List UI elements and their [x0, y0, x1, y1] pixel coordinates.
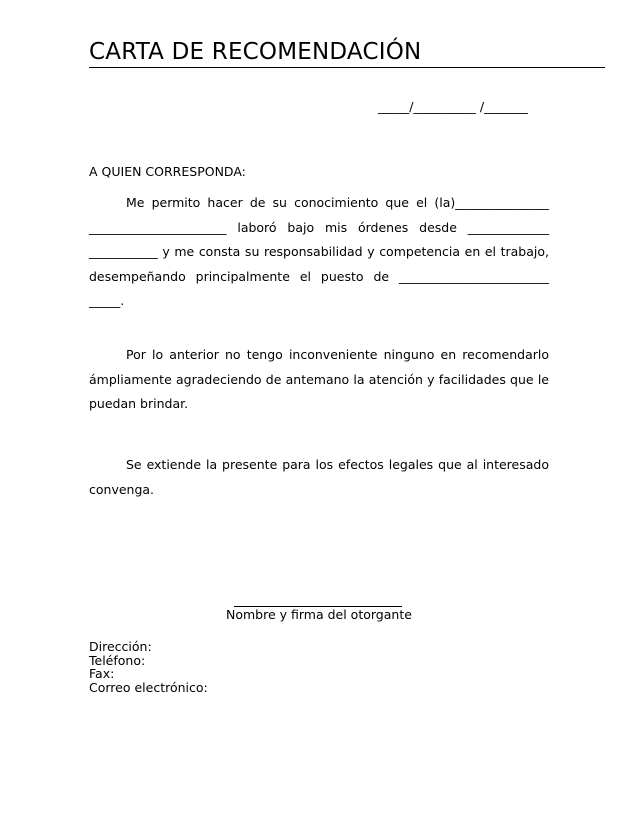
paragraph-line: desempeñando principalmente el puesto de ________________________ [89, 268, 549, 284]
paragraph-line: Me permito hacer de su conocimiento que el (la)_______________ [126, 195, 549, 210]
paragraph-line: Se extiende la presente para los efectos legales que al interesado [126, 457, 549, 472]
document-title: CARTA DE RECOMENDACIÓN [89, 38, 605, 68]
signature-label: Nombre y firma del otorgante [226, 607, 412, 622]
paragraph-line: Por lo anterior no tengo inconveniente ninguno en recomendarlo [126, 347, 549, 362]
date-blank: _____/__________ /_______ [378, 99, 528, 114]
paragraph-recommendation [89, 343, 549, 417]
paragraph-line: puedan brindar. [89, 396, 189, 411]
fax-label: Fax: [89, 666, 115, 681]
email-label: Correo electrónico: [89, 679, 208, 695]
paragraph-line: ______________________ laboró bajo mis órdenes desde _____________ [89, 219, 549, 235]
contact-block [89, 640, 208, 694]
paragraph-line: ámpliamente agradeciendo de antemano la atención y facilidades que le [89, 371, 549, 387]
phone-label: Teléfono: [89, 652, 146, 668]
address-label: Dirección: [89, 639, 152, 654]
paragraph-line: _____. [89, 293, 125, 308]
paragraph-line: convenga. [89, 481, 155, 497]
paragraph-line: ___________ y me consta su responsabilidad y competencia en el trabajo, [89, 244, 549, 259]
paragraph-introduction [89, 191, 549, 314]
paragraph-closing [89, 453, 549, 502]
salutation: A QUIEN CORRESPONDA: [89, 164, 246, 179]
